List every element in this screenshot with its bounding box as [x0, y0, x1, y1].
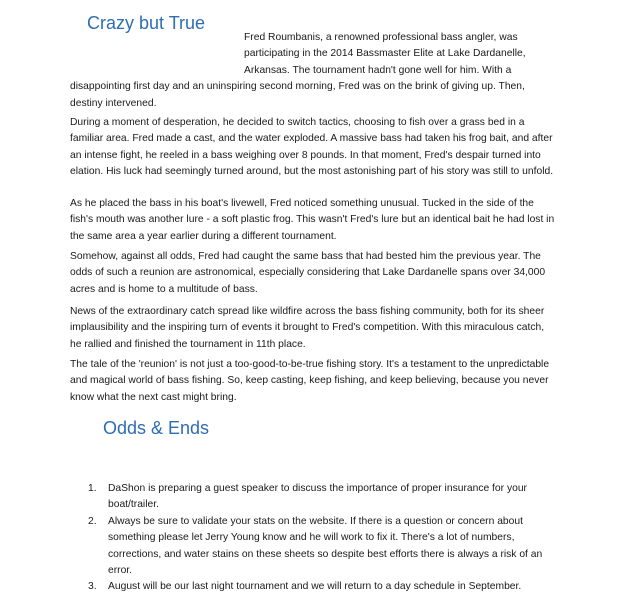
intro-line: Arkansas. The tournament hadn't gone well for him. With a: [244, 64, 512, 76]
intro-indented-lines: [70, 30, 560, 63]
list-item-number: 3.: [88, 581, 97, 593]
article-paragraph: Somehow, against all odds, Fred had caught the same bass that had bested him the previous year. The odds of such a reunion are astronomical, especially considering that Lake Dardanelle spans over 34,000 acres and is home to a multitude of bass.: [70, 251, 546, 295]
article-paragraph: News of the extraordinary catch spread like wildfire across the bass fishing community, both for its sheer implausibility and the inspiring turn of events it brought to Fred's competition. With this miraculous catch, he rallied and finished the tournament in 11th place.: [70, 306, 545, 350]
intro-rest: disappointing first day and an uninspiring second morning, Fred was on the brink of giving up. Then, destiny intervened.: [70, 81, 525, 109]
list-item: [88, 481, 558, 514]
list-item: [88, 514, 558, 580]
intro-line: participating in the 2014 Bassmaster Elite at Lake Dardanelle,: [244, 48, 526, 60]
intro-line: Fred Roumbanis, a renowned professional bass angler, was: [244, 32, 518, 43]
odds-ends-list: [88, 481, 558, 596]
list-item-text: DaShon is preparing a guest speaker to discuss the importance of proper insurance for your boat/trailer.: [108, 483, 527, 511]
list-item-number: 1.: [88, 483, 97, 494]
article-paragraph: The tale of the 'reunion' is not just a too-good-to-be-true fishing story. It's a testament to the unpredictable and magical world of bass fishing. So, keep casting, keep fishing, and keep believing, because you never know what the next cast might bring.: [70, 359, 550, 403]
list-item: [88, 579, 558, 595]
list-item-text: Always be sure to validate your stats on the website. If there is a question or concern about something please let Jerry Young know and he will work to fix it. There's a lot of numbers, corrections, and water stains on these sheets so despite best efforts there is always a risk of an error.: [108, 515, 543, 577]
list-item-text: August will be our last night tournament and we will return to a day schedule in September.: [108, 581, 522, 593]
list-item-number: 2.: [88, 515, 97, 527]
article-title: Crazy but True: [87, 13, 206, 33]
article-paragraph: As he placed the bass in his boat's livewell, Fred noticed something unusual. Tucked in the side of the fish's mouth was another lure - a soft plastic frog. This wasn't Fred's lure but an identical bait he had lost in the same area a year earlier during a different tournament.: [70, 198, 555, 242]
article-intro: [70, 30, 560, 112]
odds-ends-title: Odds & Ends: [103, 418, 210, 438]
article-paragraph: During a moment of desperation, he decided to switch tactics, choosing to fish over a grass bed in a familiar area. Fred made a cast, and the water exploded. A massive bass had taken his frog bait, and after an intense fight, he reeled in a bass weighing over 8 pounds. In that moment, Fred's despair turned into elation. His luck had seemingly turned around, but the most astonishing part of his story was still to unfold.: [70, 117, 554, 178]
